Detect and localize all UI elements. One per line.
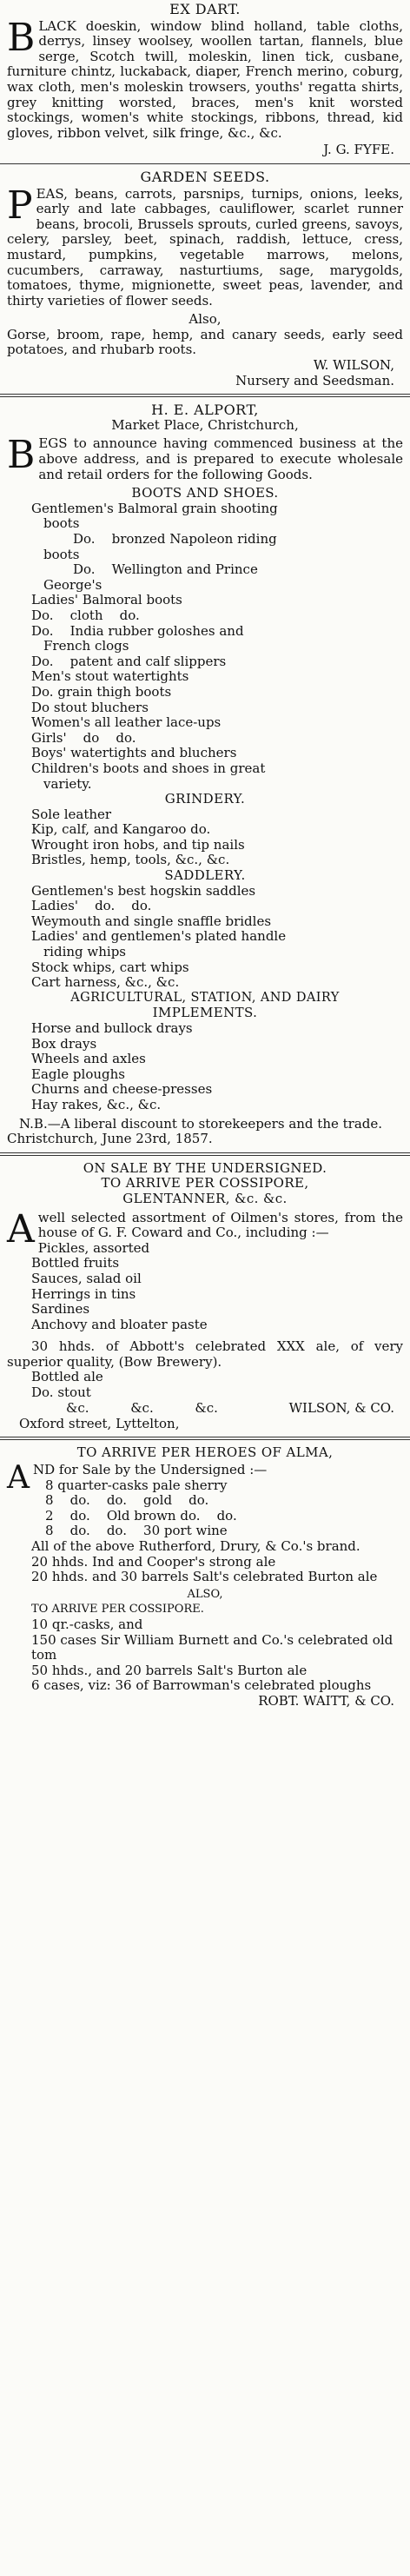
- drop-cap: P: [7, 183, 33, 228]
- grindery-list: [7, 807, 403, 868]
- list-item: variety.: [43, 775, 92, 792]
- separator: [0, 163, 410, 164]
- ale-text: 30 hhds. of Abbott's celebrated XXX ale, of very superior quality, (Bow Brewery).: [7, 1338, 403, 1370]
- list-item: Cart harness, &c., &c.: [31, 974, 180, 991]
- list-item: Eagle ploughs: [31, 1066, 125, 1082]
- double-separator: [0, 1152, 410, 1156]
- list-item: Gentlemen's Balmoral grain shooting: [31, 500, 278, 516]
- list-item: Ladies' Balmoral boots: [31, 592, 182, 608]
- drop-cap: B: [7, 15, 36, 60]
- implements-list: [7, 1021, 403, 1113]
- list-item: Gentlemen's best hogskin saddles: [31, 882, 256, 899]
- list-item: 50 hhds., and 20 barrels Salt's Burton ale: [31, 1662, 308, 1678]
- ad-body-text: LACK doeskin, window blind holland, table cloths, derrys, linsey woolsey, woollen tartan, flannels, blue serge, Scotch twill, moleskin, linen tick, cusbane, furniture chintz, luckaback, diaper, French merino, coburg, wax cloth, men's moleskin trowsers, youths' regatta shirts, grey knitting worsted, braces, men's knit worsted stockings, women's white stockings, ribbons, thread, kid gloves, ribbon velvet, silk fringe, &c., &c.: [7, 17, 403, 141]
- ad-title: GARDEN SEEDS.: [140, 168, 270, 185]
- drop-cap: B: [7, 433, 36, 478]
- list-item: 2 do. Old brown do. do.: [45, 1507, 237, 1524]
- list-item: Do stout bluchers: [31, 699, 149, 715]
- list-item: 20 hhds. and 30 barrels Salt's celebrated Burton ale: [31, 1569, 378, 1585]
- ad-signature: W. WILSON,: [313, 357, 394, 374]
- list-item: Box drays: [31, 1035, 97, 1052]
- ad-intro-text: ND for Sale by the Undersigned :—: [33, 1462, 268, 1478]
- list-item: Sole leather: [31, 806, 112, 822]
- ad-subtitle: Market Place, Christchurch,: [111, 416, 299, 433]
- list-item: Wheels and axles: [31, 1051, 146, 1067]
- ad-signature-line2: Nursery and Seedsman.: [235, 372, 394, 388]
- list-item: Do. cloth do.: [31, 607, 140, 623]
- to-arrive-label: TO ARRIVE PER COSSIPORE.: [31, 1603, 204, 1617]
- list-item: Churns and cheese-presses: [31, 1081, 213, 1098]
- ad-intro-text: well selected assortment of Oilmen's stores, from the house of G. F. Coward and Co., including :—: [37, 1209, 403, 1241]
- ad-signature: WILSON, & CO.: [288, 1400, 394, 1417]
- ad-body-text: EAS, beans, carrots, parsnips, turnips, onions, leeks, early and late cabbages, cauliflower, scarlet runner beans, brocoli, Brussels sprouts, curled greens, savoys, celery, parsley, beet, spinach, raddish, lettuce, cress, mustard, pumpkins, vegetable marrows, melons, cucumbers, carraway, nasturtiums, sage, marygolds, tomatoes, thyme, mignionette, sweet peas, lavender, and thirty varieties of flower seeds.: [7, 185, 403, 309]
- drop-cap: A: [7, 1206, 35, 1251]
- section-grindery: GRINDERY.: [164, 791, 246, 807]
- ad-alport: [0, 402, 410, 1147]
- ad-ex-dart: [0, 0, 410, 158]
- ad-address: Oxford street, Lyttelton,: [19, 1415, 180, 1431]
- list-item: All of the above Rutherford, Drury, & Co.'s brand.: [31, 1538, 360, 1554]
- ad-title: H. E. ALPORT,: [151, 402, 259, 419]
- list-item: Pickles, assorted: [37, 1239, 150, 1256]
- list-item: Children's boots and shoes in great: [31, 760, 266, 776]
- list-item: Boys' watertights and bluchers: [31, 745, 237, 761]
- list-item: Hay rakes, &c., &c.: [31, 1096, 162, 1112]
- ad-title: TO ARRIVE PER HEROES OF ALMA,: [76, 1444, 334, 1461]
- also-label: Also,: [188, 311, 222, 328]
- wine-list: [7, 1478, 403, 1539]
- section-implements: AGRICULTURAL, STATION, AND DAIRY: [70, 990, 340, 1005]
- section-implements-line2: IMPLEMENTS.: [152, 1005, 258, 1021]
- stores-list: [7, 1241, 403, 1333]
- list-item: boots: [43, 546, 80, 562]
- ad-title-line3: GLENTANNER, &c. &c.: [122, 1190, 288, 1206]
- boots-list: [7, 501, 403, 792]
- list-item: Bristles, hemp, tools, &c., &c.: [31, 852, 230, 868]
- ad-title-line2: TO ARRIVE PER COSSIPORE,: [101, 1175, 309, 1192]
- list-item: French clogs: [43, 638, 129, 654]
- ad-intro-text: EGS to announce having commenced business at the above address, and is prepared to execute wholesale and retail orders for the following Goods.: [38, 435, 403, 482]
- section-boots: BOOTS AND SHOES.: [131, 485, 279, 501]
- list-item: Stock whips, cart whips: [31, 959, 189, 975]
- list-item: Girls' do do.: [31, 729, 136, 746]
- list-item: 8 do. do. gold do.: [45, 1492, 209, 1509]
- list-item: &c. &c. &c.: [66, 1399, 218, 1416]
- ad-signature: ROBT. WAITT, & CO.: [258, 1692, 394, 1709]
- list-item: Do. stout: [31, 1384, 91, 1401]
- ad-robt-waitt: [0, 1445, 410, 1709]
- list-item: Ladies' and gentlemen's plated handle: [31, 928, 287, 945]
- list-item: 20 hhds. Ind and Cooper's strong ale: [31, 1553, 276, 1570]
- list-item: 6 cases, viz: 36 of Barrowman's celebrated ploughs: [31, 1677, 372, 1694]
- ad-body: [7, 183, 403, 309]
- cossipore-list: [7, 1617, 403, 1694]
- double-separator: [0, 1437, 410, 1440]
- list-item: riding whips: [43, 944, 126, 960]
- ad-signature: J. G. FYFE.: [323, 142, 394, 158]
- also-label: ALSO,: [187, 1587, 223, 1601]
- saddlery-list: [7, 884, 403, 991]
- list-item: 8 do. do. 30 port wine: [45, 1523, 228, 1539]
- list-item: Sardines: [31, 1301, 90, 1318]
- ad-title: ON SALE BY THE UNDERSIGNED.: [83, 1159, 327, 1176]
- list-item: Do. India rubber goloshes and: [31, 622, 244, 639]
- list-item: Ladies' do. do.: [31, 898, 152, 914]
- list-item: Anchovy and bloater paste: [31, 1316, 208, 1332]
- list-item: 10 qr.-casks, and: [31, 1616, 143, 1632]
- list-item: Bottled ale: [31, 1369, 103, 1385]
- list-item: Weymouth and single snaffle bridles: [31, 913, 272, 929]
- list-item: George's: [43, 576, 102, 593]
- also-body: Gorse, broom, rape, hemp, and canary seeds, early seed potatoes, and rhubarb roots.: [7, 326, 403, 358]
- ad-body: [7, 15, 403, 142]
- list-item: Bottled fruits: [31, 1255, 120, 1271]
- list-item: Horse and bullock drays: [31, 1020, 193, 1036]
- list-item: 150 cases Sir William Burnett and Co.'s celebrated old tom: [31, 1631, 393, 1663]
- ad-garden-seeds: [0, 169, 410, 388]
- list-item: boots: [43, 515, 80, 532]
- list-item: Do. bronzed Napoleon riding: [73, 531, 277, 547]
- ad-title: EX DART.: [169, 1, 241, 17]
- list-item: Do. Wellington and Prince: [73, 561, 258, 578]
- wine-list-2: [7, 1539, 403, 1585]
- list-item: Women's all leather lace-ups: [31, 714, 222, 731]
- ad-note: N.B.—A liberal discount to storekeepers and the trade.: [19, 1115, 383, 1132]
- list-item: 8 quarter-casks pale sherry: [45, 1477, 228, 1493]
- drop-cap: A: [7, 1460, 30, 1497]
- list-item: Do. patent and calf slippers: [31, 653, 227, 669]
- list-item: Sauces, salad oil: [31, 1270, 142, 1286]
- list-item: Do. grain thigh boots: [31, 683, 172, 700]
- section-saddlery: SADDLERY.: [164, 867, 246, 884]
- ad-wilson-co: [0, 1161, 410, 1432]
- list-item: Herrings in tins: [31, 1285, 136, 1302]
- list-item: Wrought iron hobs, and tip nails: [31, 836, 245, 853]
- ad-intro: [7, 433, 403, 482]
- double-separator: [0, 394, 410, 397]
- ad-date: Christchurch, June 23rd, 1857.: [7, 1131, 213, 1147]
- list-item: Men's stout watertights: [31, 668, 189, 685]
- list-item: Kip, calf, and Kangaroo do.: [31, 821, 211, 838]
